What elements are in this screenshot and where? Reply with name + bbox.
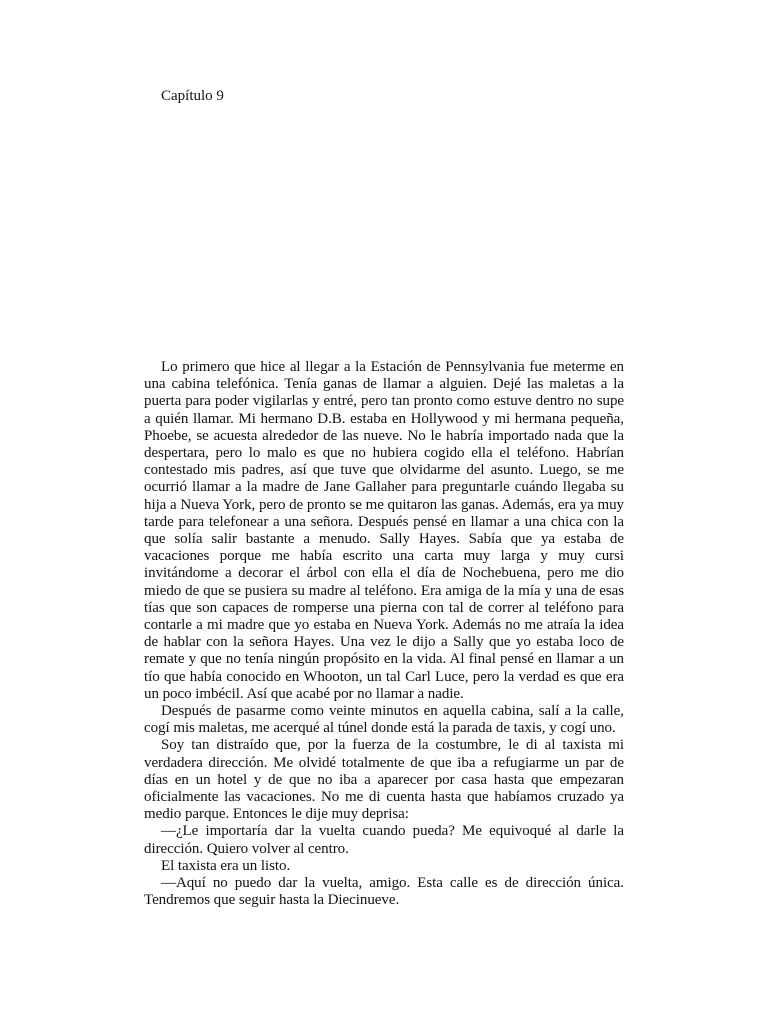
- paragraph: Después de pasarme como veinte minutos en aquella cabina, salí a la calle, cogí mis maletas, me acerqué al túnel donde está la parada de taxis, y cogí uno.: [144, 703, 624, 737]
- chapter-title: Capítulo 9: [161, 88, 224, 104]
- paragraph: Soy tan distraído que, por la fuerza de la costumbre, le di al taxista mi verdadera dirección. Me olvidé totalmente de que iba a refugiarme un par de días en un hotel y de que no iba a aparecer por casa hasta que empezaran oficialmente las vacaciones. No me di cuenta hasta que habíamos cruzado ya medio parque. Entonces le dije muy deprisa:: [144, 737, 624, 823]
- chapter-body: [144, 359, 624, 910]
- paragraph: —¿Le importaría dar la vuelta cuando pueda? Me equivoqué al darle la dirección. Quiero volver al centro.: [144, 823, 624, 857]
- paragraph: Lo primero que hice al llegar a la Estación de Pennsylvania fue meterme en una cabina telefónica. Tenía ganas de llamar a alguien. Dejé las maletas a la puerta para poder vigilarlas y entré, pero tan pronto como estuve dentro no supe a quién llamar. Mi hermano D.B. estaba en Hollywood y mi hermana pequeña, Phoebe, se acuesta alrededor de las nueve. No le habría importado nada que la despertara, pero lo malo es que no hubiera cogido ella el teléfono. Habrían contestado mis padres, así que tuve que olvidarme del asunto. Luego, se me ocurrió llamar a la madre de Jane Gallaher para preguntarle cuándo llegaba su hija a Nueva York, pero de pronto se me quitaron las ganas. Además, era ya muy tarde para telefonear a una señora. Después pensé en llamar a una chica con la que solía salir bastante a menudo. Sally Hayes. Sabía que ya estaba de vacaciones porque me había escrito una carta muy larga y muy cursi invitándome a decorar el árbol con ella el día de Nochebuena, pero me dio miedo de que se pusiera su madre al teléfono. Era amiga de la mía y una de esas tías que son capaces de romperse una pierna con tal de correr al teléfono para contarle a mi madre que yo estaba en Nueva York. Además no me atraía la idea de hablar con la señora Hayes. Una vez le dijo a Sally que yo estaba loco de remate y que no tenía ningún propósito en la vida. Al final pensé en llamar a un tío que había conocido en Whooton, un tal Carl Luce, pero la verdad es que era un poco imbécil. Así que acabé por no llamar a nadie.: [144, 359, 624, 702]
- paragraph: —Aquí no puedo dar la vuelta, amigo. Esta calle es de dirección única. Tendremos que seguir hasta la Diecinueve.: [144, 875, 624, 909]
- paragraph: El taxista era un listo.: [161, 857, 291, 874]
